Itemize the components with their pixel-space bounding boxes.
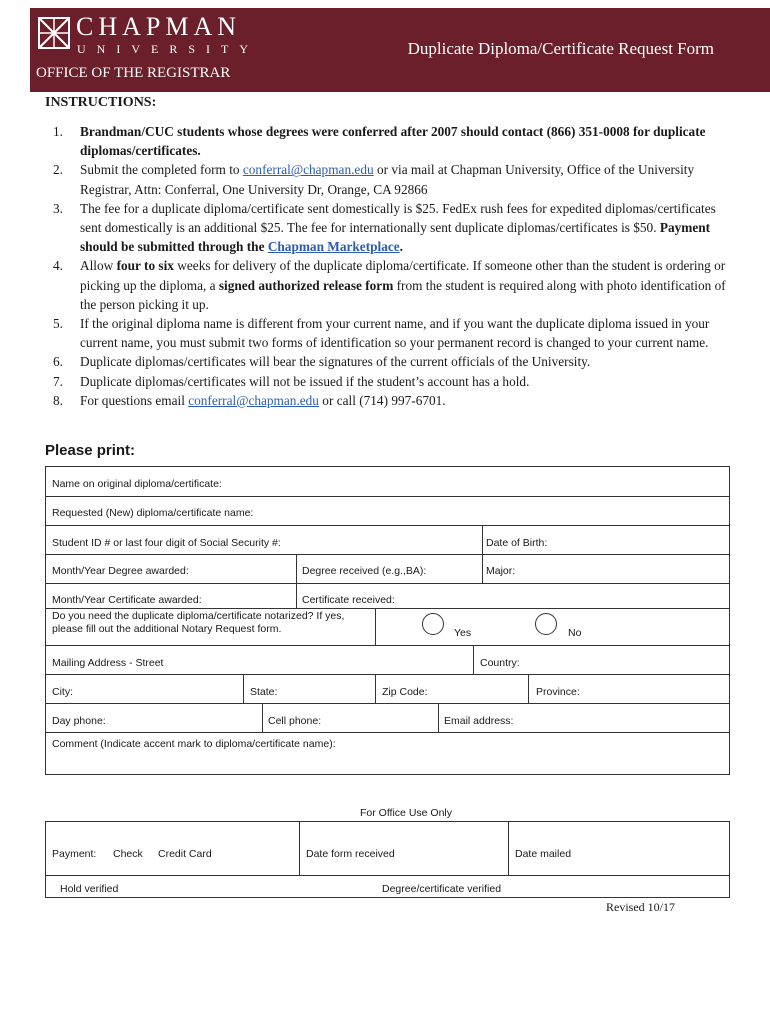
instruction-number: 8. (53, 392, 63, 408)
country-label[interactable]: Country: (480, 657, 520, 669)
column-divider (296, 554, 297, 608)
degree-verified-label: Degree/certificate verified (382, 883, 502, 895)
instruction-item-1 (53, 122, 733, 160)
conferral-email-link[interactable]: conferral@chapman.edu (242, 162, 374, 178)
instruction-bold-text: Payment should be submitted through the (80, 220, 711, 255)
instruction-number: 5. (53, 316, 63, 332)
instructions-heading: INSTRUCTIONS: (45, 95, 157, 110)
office-use-table (45, 821, 730, 898)
zip-code-label[interactable]: Zip Code: (382, 686, 428, 698)
column-divider (375, 674, 376, 703)
instruction-text: Submit the completed form to (80, 162, 243, 178)
city-label[interactable]: City: (52, 686, 73, 698)
instruction-item-3 (53, 199, 733, 257)
chapman-logo-icon (38, 17, 70, 49)
degree-awarded-label[interactable]: Month/Year Degree awarded: (52, 565, 189, 577)
row-divider (46, 583, 729, 584)
student-id-label[interactable]: Student ID # or last four digit of Social Security #: (52, 537, 281, 549)
instruction-text: Allow (80, 258, 117, 274)
row-divider (46, 608, 729, 609)
instruction-bold-text: four to six (116, 258, 174, 274)
logo-subtitle: UNIVERSITY (77, 42, 259, 56)
instruction-number: 7. (53, 373, 63, 389)
logo-wordmark: CHAPMAN (76, 12, 242, 41)
column-divider (508, 822, 509, 875)
province-label[interactable]: Province: (536, 686, 580, 698)
row-divider (46, 554, 729, 555)
request-form-table (45, 466, 730, 775)
instruction-text: For questions email (80, 392, 189, 408)
instruction-text: . (399, 239, 403, 255)
instruction-text: or via mail at Chapman University, Office of the University Registrar, Attn: Conferral, One University Dr, Orange, CA 92866 (80, 162, 695, 197)
instruction-item-4 (53, 256, 733, 314)
revision-date: Revised 10/17 (606, 900, 675, 914)
instruction-text: Brandman/CUC students whose degrees were conferred after 2007 should contact (866) 351-0008 for duplicate diplomas/certificates. (80, 124, 706, 159)
column-divider (243, 674, 244, 703)
office-use-title: For Office Use Only (360, 807, 452, 819)
date-of-birth-label[interactable]: Date of Birth: (486, 537, 548, 549)
row-divider (46, 732, 729, 733)
degree-received-label[interactable]: Degree received (e.g.,BA): (302, 565, 427, 577)
notary-question-label: Do you need the duplicate diploma/certificate notarized? If yes, please fill out the additional Notary Request form. (52, 610, 345, 635)
day-phone-label[interactable]: Day phone: (52, 715, 106, 727)
instruction-item-2 (53, 160, 733, 198)
notary-yes-label: Yes (454, 627, 472, 639)
instruction-item-8 (53, 391, 733, 410)
instruction-bold-text: signed authorized release form (218, 277, 394, 293)
certificate-awarded-label[interactable]: Month/Year Certificate awarded: (52, 594, 202, 606)
column-divider (438, 703, 439, 732)
please-print-heading: Please print: (45, 442, 136, 459)
column-divider (299, 822, 300, 875)
state-label[interactable]: State: (250, 686, 278, 698)
instruction-number: 6. (53, 354, 63, 370)
payment-credit-card-option: Credit Card (158, 848, 212, 860)
instructions-list (53, 122, 733, 410)
instruction-text: weeks for delivery of the duplicate diploma/certificate. If someone other than the student is ordering or picking up the diploma, a (80, 258, 726, 293)
row-divider (46, 525, 729, 526)
instruction-number: 3. (53, 200, 63, 216)
instruction-text: Duplicate diplomas/certificates will bear the signatures of the current officials of the University. (80, 354, 591, 370)
comment-label[interactable]: Comment (Indicate accent mark to diploma/certificate name): (52, 738, 336, 750)
hold-verified-label: Hold verified (60, 883, 119, 895)
instruction-text: The fee for a duplicate diploma/certificate sent domestically is $25. FedEx rush fees for expedited diplomas/certificates sent domestically is an additional $25. The fee for internationally sent duplicate diplomas/certificates is $50. (80, 200, 716, 236)
office-name: OFFICE OF THE REGISTRAR (36, 65, 231, 81)
requested-name-label[interactable]: Requested (New) diploma/certificate name: (52, 507, 254, 519)
date-form-received-label: Date form received (306, 848, 395, 860)
notary-yes-radio[interactable] (422, 613, 444, 635)
payment-label: Payment: (52, 848, 97, 860)
chapman-marketplace-link[interactable]: Chapman Marketplace (267, 239, 400, 255)
date-mailed-label: Date mailed (515, 848, 572, 860)
notary-no-radio[interactable] (535, 613, 557, 635)
questions-email-link[interactable]: conferral@chapman.edu (188, 392, 319, 408)
row-divider (46, 496, 729, 497)
row-divider (46, 674, 729, 675)
row-divider (46, 875, 729, 876)
row-divider (46, 703, 729, 704)
instruction-text: or call (714) 997-6701. (318, 392, 446, 408)
cell-phone-label[interactable]: Cell phone: (268, 715, 322, 727)
notary-no-label: No (568, 627, 582, 639)
original-name-label[interactable]: Name on original diploma/certificate: (52, 478, 222, 490)
instruction-item-6 (53, 352, 733, 371)
instruction-text: If the original diploma name is different from your current name, and if you want the duplicate diploma issued in your current name, you must submit two forms of identification so your permanent record is changed to your current name. (80, 316, 710, 351)
payment-check-option: Check (113, 848, 143, 860)
instruction-number: 2. (53, 162, 63, 178)
major-label[interactable]: Major: (486, 565, 516, 577)
certificate-received-label[interactable]: Certificate received: (302, 594, 395, 606)
instruction-text: Duplicate diplomas/certificates will not be issued if the student’s account has a hold. (80, 373, 530, 389)
column-divider (473, 645, 474, 674)
column-divider (375, 608, 376, 645)
column-divider (262, 703, 263, 732)
instruction-item-7 (53, 372, 733, 391)
instruction-number: 4. (53, 258, 63, 274)
email-address-label[interactable]: Email address: (444, 715, 514, 727)
form-title: Duplicate Diploma/Certificate Request Form (407, 39, 714, 58)
header-banner (30, 8, 770, 92)
instruction-item-5 (53, 314, 733, 352)
row-divider (46, 645, 729, 646)
instruction-number: 1. (53, 124, 63, 139)
column-divider (528, 674, 529, 703)
instruction-text: from the student is required along with photo identification of the person picking it up. (80, 277, 726, 312)
mailing-address-label[interactable]: Mailing Address - Street (52, 657, 164, 669)
column-divider (482, 525, 483, 583)
